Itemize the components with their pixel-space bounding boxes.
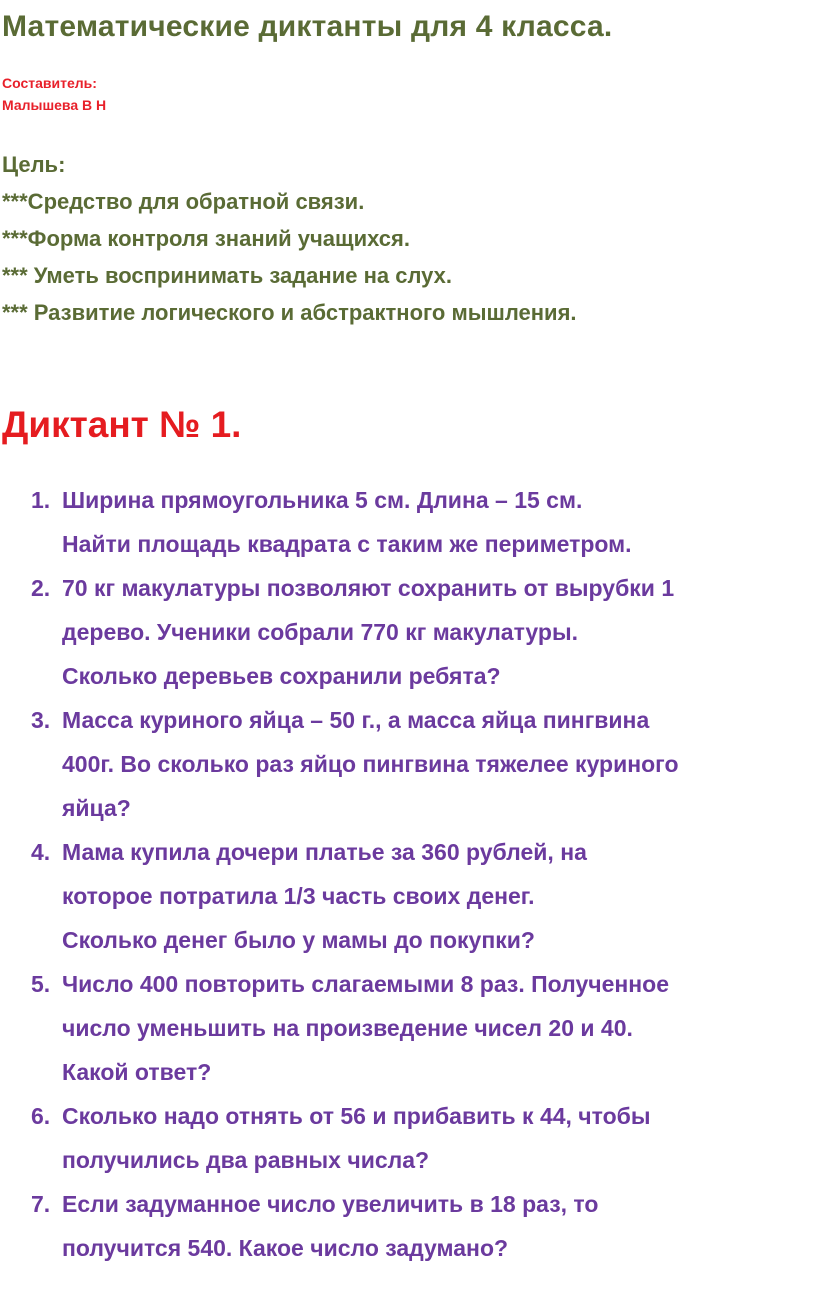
task-item [0, 1182, 816, 1270]
task-line: 70 кг макулатуры позволяют сохранить от вырубки 1 [62, 575, 675, 601]
task-number: 7. [31, 1191, 51, 1217]
task-number: 6. [31, 1103, 51, 1129]
document-title: Математические диктанты для 4 класса. [2, 10, 613, 43]
task-line: Сколько деревьев сохранили ребята? [62, 663, 501, 689]
goal-item: ***Форма контроля знаний учащихся. [2, 226, 410, 251]
task-line: Масса куриного яйца – 50 г., а масса яйца пингвина [62, 707, 650, 733]
task-line: число уменьшить на произведение чисел 20 и 40. [62, 1015, 633, 1041]
task-line: Найти площадь квадрата с таким же периметром. [62, 531, 632, 557]
task-line: дерево. Ученики собрали 770 кг макулатуры. [62, 619, 579, 645]
task-line: получились два равных числа? [62, 1147, 430, 1173]
task-line: Ширина прямоугольника 5 см. Длина – 15 см. [62, 487, 583, 513]
goals-section [2, 146, 577, 331]
task-list [0, 478, 816, 1270]
goal-item: *** Развитие логического и абстрактного мышления. [2, 300, 577, 325]
author-label: Составитель: [2, 75, 97, 91]
task-number: 5. [31, 971, 51, 997]
task-item [0, 698, 816, 830]
task-number: 1. [31, 487, 51, 513]
task-line: Сколько денег было у мамы до покупки? [62, 927, 535, 953]
goal-item: *** Уметь воспринимать задание на слух. [2, 263, 452, 288]
task-item [0, 566, 816, 698]
task-line: яйца? [62, 795, 131, 821]
task-line: 400г. Во сколько раз яйцо пингвина тяжелее куриного [62, 751, 679, 777]
task-line: получится 540. Какое число задумано? [62, 1235, 509, 1261]
task-line: Какой ответ? [62, 1059, 212, 1085]
task-line: которое потратила 1/3 часть своих денег. [62, 883, 535, 909]
task-line: Если задуманное число увеличить в 18 раз, то [62, 1191, 599, 1217]
task-item [0, 830, 816, 962]
author-block [2, 72, 106, 116]
goal-item: ***Средство для обратной связи. [2, 189, 365, 214]
task-line: Сколько надо отнять от 56 и прибавить к 44, чтобы [62, 1103, 651, 1129]
author-name: Малышева В Н [2, 97, 107, 113]
goals-label: Цель: [2, 152, 66, 177]
task-item [0, 1094, 816, 1182]
task-number: 4. [31, 839, 51, 865]
task-line: Мама купила дочери платье за 360 рублей, на [62, 839, 587, 865]
dictation-title: Диктант № 1. [2, 404, 242, 445]
task-number: 2. [31, 575, 51, 601]
task-item [0, 478, 816, 566]
task-item [0, 962, 816, 1094]
task-line: Число 400 повторить слагаемыми 8 раз. Полученное [62, 971, 670, 997]
task-number: 3. [31, 707, 51, 733]
